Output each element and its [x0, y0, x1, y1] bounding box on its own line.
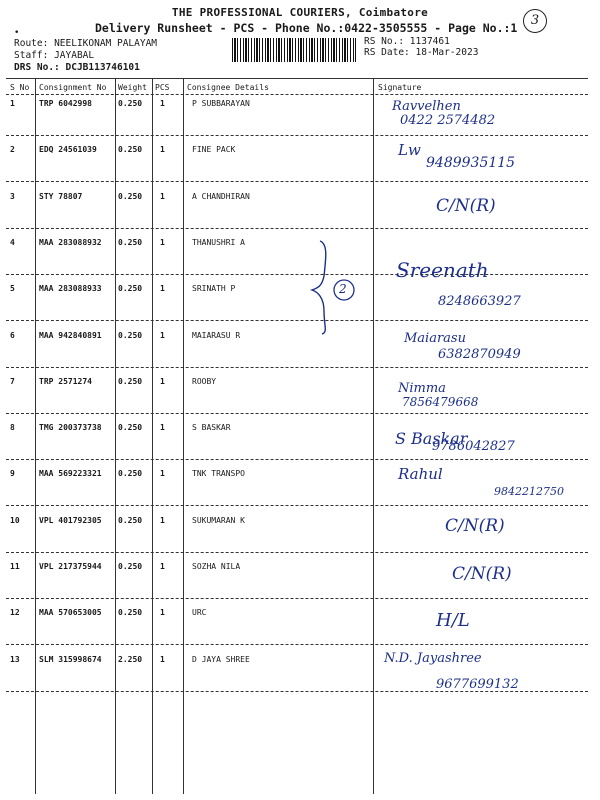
row-pcs: 1	[160, 608, 165, 618]
row-pcs: 1	[160, 237, 165, 247]
row-pcs: 1	[160, 376, 165, 386]
rs-date-line	[364, 47, 478, 58]
row-sno: 12	[10, 608, 20, 618]
row-weight: 0.250	[118, 423, 143, 433]
row-signature: C/N(R)	[436, 195, 496, 216]
row-signature: Maiarasu	[404, 330, 466, 346]
col-header-consignee: Consignee Details	[187, 83, 269, 92]
row-signature-phone: 9677699132	[436, 676, 519, 692]
route-label: Route:	[14, 38, 49, 49]
row-consignment: STY 78807	[39, 191, 83, 201]
row-weight: 0.250	[118, 237, 143, 247]
row-sno: 10	[10, 515, 20, 525]
row-weight: 0.250	[118, 330, 143, 340]
row-signature: Lw	[398, 141, 421, 160]
row-pcs: 1	[160, 515, 165, 525]
col-header-signature: Signature	[378, 83, 422, 92]
row-consignment: TMG 200373738	[39, 423, 102, 433]
row-separator	[6, 135, 588, 136]
row-consignee: S BASKAR	[192, 423, 231, 433]
table-header-divider	[6, 94, 588, 95]
company-title: THE PROFESSIONAL COURIERS, Coimbatore	[171, 6, 429, 19]
row-pcs: 1	[160, 145, 165, 155]
row-weight: 0.250	[118, 99, 143, 108]
row-pcs: 1	[160, 191, 165, 201]
row-consignee: MAIARASU R	[192, 330, 241, 340]
row-consignment: MAA 283088932	[39, 237, 102, 247]
row-weight: 0.250	[118, 562, 143, 571]
table-top-border	[6, 78, 588, 79]
bracket-annotation	[300, 236, 370, 336]
row-consignee: A CHANDHIRAN	[192, 191, 250, 201]
rs-no-line	[364, 36, 450, 47]
row-weight: 0.250	[118, 608, 143, 618]
row-signature-phone: 0422 2574482	[400, 113, 496, 128]
row-consignment: EDQ 24561039	[39, 145, 97, 155]
row-separator	[6, 274, 588, 275]
row-consignee: TNK TRANSPO	[192, 469, 245, 479]
row-consignment: MAA 942840891	[39, 330, 102, 340]
row-pcs: 1	[160, 562, 165, 571]
row-signature-phone: 7856479668	[402, 394, 479, 409]
col-divider	[373, 79, 374, 794]
row-consignee: SRINATH P	[192, 284, 236, 294]
row-signature: S Baskar	[395, 429, 468, 449]
row-separator	[6, 228, 588, 229]
rs-no-label: RS No.:	[364, 36, 405, 47]
row-pcs: 1	[160, 469, 165, 479]
row-consignment: VPL 217375944	[39, 562, 102, 571]
row-pcs: 1	[160, 284, 165, 294]
row-consignment: TRP 6042998	[39, 99, 92, 108]
row-consignment: MAA 283088933	[39, 284, 102, 294]
row-pcs: 1	[160, 99, 165, 108]
row-weight: 2.250	[118, 654, 143, 664]
row-signature: Nimma	[398, 380, 446, 396]
row-sno: 5	[10, 284, 15, 294]
row-sno: 11	[10, 562, 20, 571]
row-pcs: 1	[160, 654, 165, 664]
row-consignment: MAA 570653005	[39, 608, 102, 618]
col-divider	[152, 79, 153, 794]
row-sno: 9	[10, 469, 15, 479]
bracket-mark: 2	[339, 282, 347, 296]
row-signature: Rahul	[398, 465, 443, 484]
row-consignment: SLM 315998674	[39, 654, 102, 664]
row-sno: 13	[10, 654, 20, 664]
col-header-consignment: Consignment No	[39, 83, 107, 92]
row-separator	[6, 691, 588, 692]
row-signature: C/N(R)	[452, 564, 512, 584]
row-sno: 7	[10, 376, 15, 386]
row-weight: 0.250	[118, 145, 143, 155]
col-header-weight: Weight	[118, 83, 147, 92]
row-weight: 0.250	[118, 191, 143, 201]
drs-line	[14, 62, 140, 73]
rs-date-label: RS Date:	[364, 47, 410, 58]
row-consignment: MAA 569223321	[39, 469, 102, 479]
row-signature: Sreenath	[396, 258, 489, 283]
row-consignee: SUKUMARAN K	[192, 515, 245, 525]
row-signature: N.D. Jayashree	[384, 650, 482, 666]
row-weight: 0.250	[118, 469, 143, 479]
row-weight: 0.250	[118, 284, 143, 294]
row-consignee: URC	[192, 608, 207, 618]
col-header-sno: S No	[10, 83, 30, 92]
row-sno: 4	[10, 237, 15, 247]
row-separator	[6, 505, 588, 506]
drs-label: DRS No.:	[14, 62, 60, 73]
row-sno: 8	[10, 423, 15, 433]
row-separator	[6, 367, 588, 368]
row-consignee: FINE PACK	[192, 145, 236, 155]
row-pcs: 1	[160, 330, 165, 340]
row-separator	[6, 181, 588, 182]
row-separator	[6, 598, 588, 599]
row-separator	[6, 320, 588, 321]
row-sno: 1	[10, 99, 15, 108]
row-separator	[6, 413, 588, 414]
row-consignment: TRP 2571274	[39, 376, 92, 386]
row-pcs: 1	[160, 423, 165, 433]
row-separator	[6, 459, 588, 460]
col-header-pcs: PCS	[155, 83, 170, 92]
drs-value: DCJB113746101	[65, 62, 140, 73]
row-signature: C/N(R)	[445, 515, 505, 536]
runsheet-subtitle: Delivery Runsheet - PCS - Phone No.:0422-3505555 - Page No.:1	[95, 21, 518, 35]
row-signature-phone: 9489935115	[426, 155, 516, 172]
row-signature-phone: 6382870949	[438, 346, 521, 362]
route-line	[14, 38, 157, 49]
col-divider	[183, 79, 184, 794]
row-signature-phone: 9786042827	[432, 439, 515, 455]
row-consignment: VPL 401792305	[39, 515, 102, 525]
staff-label: Staff:	[14, 50, 49, 61]
row-sno: 3	[10, 191, 15, 201]
row-consignee: THANUSHRI A	[192, 237, 245, 247]
row-consignee: ROOBY	[192, 376, 217, 386]
row-separator	[6, 644, 588, 645]
row-signature: Ravvelhen	[392, 99, 461, 114]
row-sno: 2	[10, 145, 15, 155]
col-divider	[115, 79, 116, 794]
row-sno: 6	[10, 330, 15, 340]
row-consignee: SOZHA NILA	[192, 562, 241, 571]
row-signature: H/L	[436, 610, 470, 632]
row-consignee: D JAYA SHREE	[192, 654, 250, 664]
row-signature-phone: 9842212750	[494, 485, 564, 499]
row-signature-phone: 8248663927	[438, 294, 521, 310]
staff-value: JAYABAL	[54, 50, 95, 61]
row-separator	[6, 552, 588, 553]
page-mark-circle: 3	[523, 9, 547, 33]
dot-mark: •	[14, 28, 20, 38]
rs-date-value: 18-Mar-2023	[415, 47, 479, 58]
barcode	[232, 38, 356, 62]
staff-line	[14, 50, 94, 61]
col-divider	[35, 79, 36, 794]
rs-no-value: 1137461	[409, 36, 450, 47]
route-value: NEELIKONAM PALAYAM	[54, 38, 158, 49]
row-consignee: P SUBBARAYAN	[192, 99, 250, 108]
row-weight: 0.250	[118, 376, 143, 386]
row-weight: 0.250	[118, 515, 143, 525]
